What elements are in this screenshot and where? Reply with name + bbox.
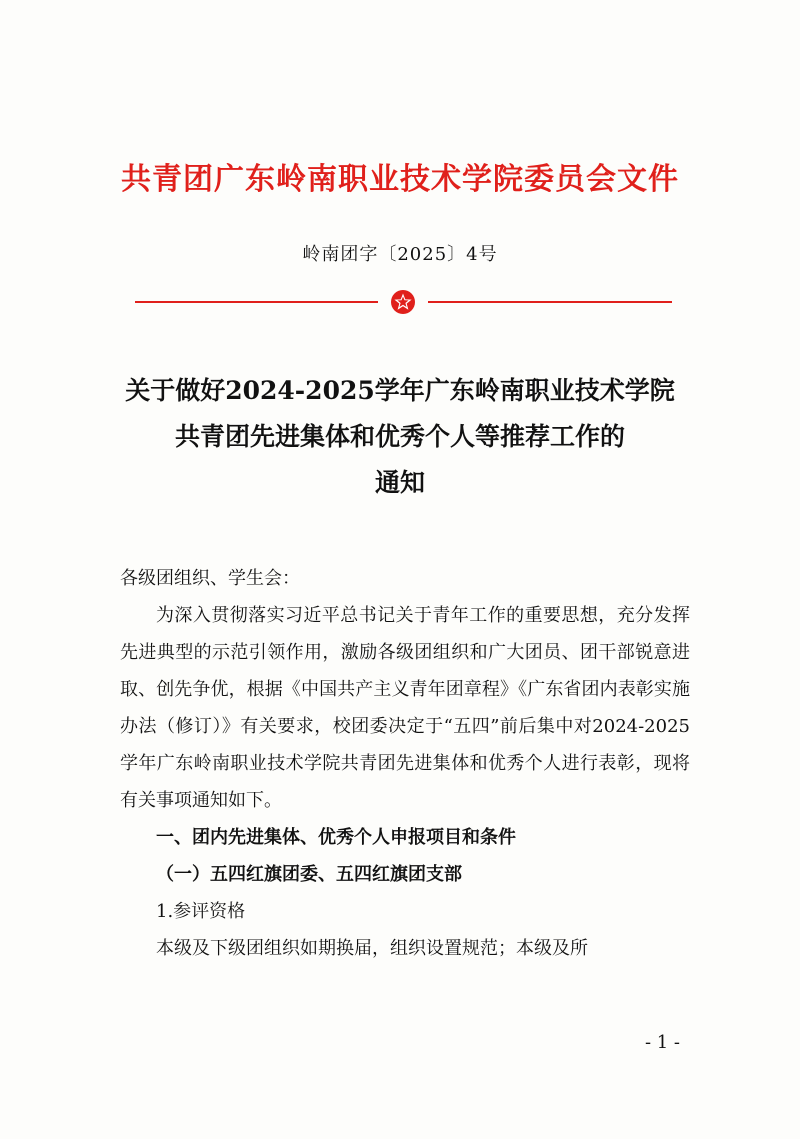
red-divider-right: [428, 301, 672, 303]
red-star-icon: [390, 289, 416, 315]
issuer-header: 共青团广东岭南职业技术学院委员会文件: [121, 162, 679, 197]
title-line-2: 共青团先进集体和优秀个人等推荐工作的: [174, 422, 625, 451]
salutation: 各级团组织、学生会：: [120, 568, 300, 589]
red-divider-left: [135, 301, 378, 303]
subsection-heading: （一）五四红旗团委、五四红旗团支部: [156, 864, 462, 885]
section-heading: 一、团内先进集体、优秀个人申报项目和条件: [156, 827, 516, 848]
body-paragraph: 本级及下级团组织如期换届，组织设置规范；本级及所: [156, 938, 588, 959]
title-line-1: 关于做好2024-2025学年广东岭南职业技术学院: [125, 376, 675, 405]
document-body: [120, 560, 690, 967]
document-title: [100, 368, 700, 506]
title-line-3: 通知: [374, 468, 425, 497]
page-number: - 1 -: [644, 1032, 680, 1053]
document-number: 岭南团字〔2025〕4号: [302, 244, 498, 265]
item-heading: 1.参评资格: [156, 901, 246, 922]
intro-paragraph: 为深入贯彻落实习近平总书记关于青年工作的重要思想，充分发挥先进典型的示范引领作用，激励各级团组织和广大团员、团干部锐意进取、创先争优，根据《中国共产主义青年团章程》《广东省团内表彰实施办法（修订）》有关要求，校团委决定于“五四”前后集中对2024-2025学年广东岭南职业技术学院共青团先进集体和优秀个人进行表彰，现将有关事项通知如下。: [120, 605, 690, 811]
